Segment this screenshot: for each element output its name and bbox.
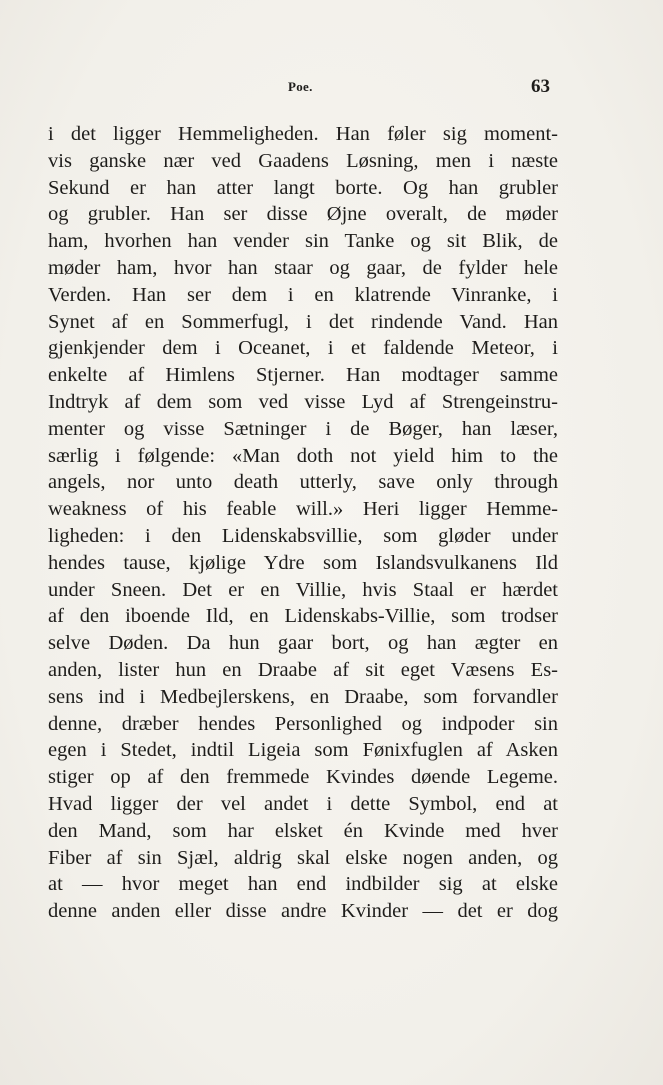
page-number: 63 xyxy=(531,76,550,97)
text-line: Fiber af sin Sjæl, aldrig skal elske nogen anden, og xyxy=(48,846,558,869)
text-line: Synet af en Sommerfugl, i det rindende Vand. Han xyxy=(48,310,558,333)
text-line: selve Døden. Da hun gaar bort, og han ægter en xyxy=(48,632,558,655)
text-line: egen i Stedet, indtil Ligeia som Fønixfuglen af Asken xyxy=(48,739,558,762)
text-line: Verden. Han ser dem i en klatrende Vinranke, i xyxy=(48,283,558,306)
running-head xyxy=(0,76,663,98)
text-line: denne anden eller disse andre Kvinder — det er dog xyxy=(48,900,558,923)
running-title: Poe. xyxy=(288,79,313,94)
body-text xyxy=(48,121,558,925)
text-line: ligheden: i den Lidenskabsvillie, som gløder under xyxy=(48,524,558,547)
text-line: under Sneen. Det er en Villie, hvis Staal er hærdet xyxy=(48,578,558,601)
text-line: den Mand, som har elsket én Kvinde med hver xyxy=(48,819,558,842)
text-line: af den iboende Ild, en Lidenskabs-Villie, som trodser xyxy=(48,605,558,628)
text-line: at — hvor meget han end indbilder sig at elske xyxy=(48,873,558,896)
text-line: menter og visse Sætninger i de Bøger, han læser, xyxy=(48,417,558,440)
text-line: denne, dræber hendes Personlighed og indpoder sin xyxy=(48,712,558,735)
text-line: gjenkjender dem i Oceanet, i et faldende Meteor, i xyxy=(48,337,558,360)
text-line: hendes tause, kjølige Ydre som Islandsvulkanens Ild xyxy=(48,551,558,574)
text-line: angels, nor unto death utterly, save only through xyxy=(48,471,558,494)
text-line: sens ind i Medbejlerskens, en Draabe, som forvandler xyxy=(48,685,558,708)
text-line: særlig i følgende: «Man doth not yield him to the xyxy=(48,444,558,467)
text-line: enkelte af Himlens Stjerner. Han modtager samme xyxy=(48,364,558,387)
text-line: Indtryk af dem som ved visse Lyd af Strengeinstru- xyxy=(48,390,558,413)
text-line: Sekund er han atter langt borte. Og han grubler xyxy=(48,176,558,199)
text-line: anden, lister hun en Draabe af sit eget Væsens Es- xyxy=(48,658,558,681)
text-line: og grubler. Han ser disse Øjne overalt, de møder xyxy=(48,203,558,226)
text-line: weakness of his feable will.» Heri ligger Hemme- xyxy=(48,498,558,521)
text-line: i det ligger Hemmeligheden. Han føler sig moment- xyxy=(48,123,558,145)
text-line: ham, hvorhen han vender sin Tanke og sit Blik, de xyxy=(48,230,558,253)
text-line: møder ham, hvor han staar og gaar, de fylder hele xyxy=(48,256,558,279)
text-line: stiger op af den fremmede Kvindes døende Legeme. xyxy=(48,766,558,789)
text-line: Hvad ligger der vel andet i dette Symbol, end at xyxy=(48,792,558,815)
text-line: vis ganske nær ved Gaadens Løsning, men i næste xyxy=(48,149,558,172)
